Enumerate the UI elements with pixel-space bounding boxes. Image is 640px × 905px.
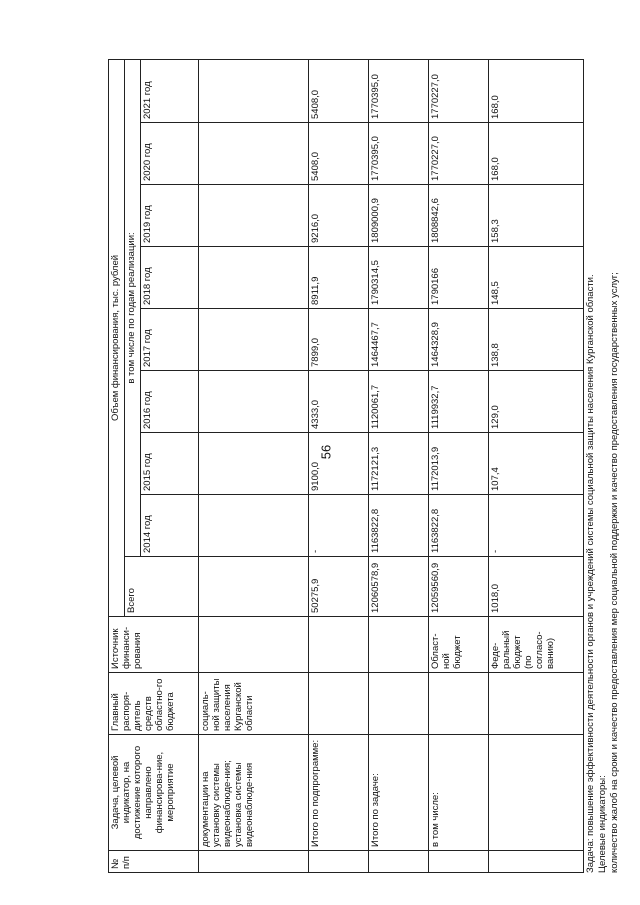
table-row [199,59,309,872]
cell-value [199,433,309,495]
cell-manager [309,673,369,735]
cell-value [199,371,309,433]
cell-value: 148,5 [489,247,584,309]
cell-num [429,851,489,873]
cell-manager [489,673,584,735]
header-year: 2021 год [141,59,199,122]
cell-value: 1172013,9 [429,433,489,495]
cell-num [309,851,369,873]
cell-value [199,309,309,371]
cell-value: 1770227,0 [429,59,489,122]
cell-value: 1770395,0 [369,123,429,185]
budget-table [108,59,584,873]
cell-value [199,495,309,557]
header-manager: Главный распоря-дитель средств областно-го бюджета [109,673,199,735]
cell-value [199,59,309,122]
cell-value [199,185,309,247]
header-year: 2015 год [141,433,199,495]
header-year: 2014 год [141,495,199,557]
cell-manager [429,673,489,735]
cell-value: 1120061,7 [369,371,429,433]
cell-value [199,123,309,185]
cell-value: 138,8 [489,309,584,371]
cell-value: 1163822,8 [369,495,429,557]
cell-value: 1770227,0 [429,123,489,185]
cell-value: 168,0 [489,59,584,122]
header-num: № п/п [109,851,199,873]
rotated-sheet [108,53,620,873]
cell-source: Област-ной бюджет [429,617,489,673]
cell-value [199,247,309,309]
cell-value: 5408,0 [309,123,369,185]
task-note: Задача: повышение эффективности деятельности органов и учреждений системы социальной защиты населения Курганской области. [585,274,596,873]
table-row [489,59,584,872]
table-row [369,59,429,872]
cell-value: 1790314,5 [369,247,429,309]
cell-source [309,617,369,673]
cell-value: 1809000,9 [369,185,429,247]
indicators-heading: Целевые индикаторы: [596,775,608,873]
cell-task: в том числе: [429,735,489,851]
cell-manager: социаль-ной защиты населения Курганской области [199,673,309,735]
cell-value: 7899,0 [309,309,369,371]
cell-value: 1790166 [429,247,489,309]
cell-value: 9100,0 [309,433,369,495]
cell-value: 107,4 [489,433,584,495]
cell-source: Феде-ральный бюджет (по согласо-ванию) [489,617,584,673]
header-volume: Объем финансирования, тыс. рублей [109,59,125,616]
cell-task [489,735,584,851]
cell-total: 12060578,9 [369,557,429,617]
cell-value: 168,0 [489,123,584,185]
notes [585,60,621,873]
cell-value: 4333,0 [309,371,369,433]
cell-source [369,617,429,673]
header-year: 2020 год [141,123,199,185]
cell-value: 129,0 [489,371,584,433]
header-year: 2018 год [141,247,199,309]
indicator-item: количество жалоб на сроки и качество предоставления мер социальной поддержки и качество предоставления государственных услуг; [608,272,620,873]
cell-value: 1172121,3 [369,433,429,495]
cell-manager [369,673,429,735]
cell-num [489,851,584,873]
cell-num [369,851,429,873]
cell-source [199,617,309,673]
cell-value: 1808842,6 [429,185,489,247]
page-number: 56 [318,444,334,460]
header-source: Источник финанси-рования [109,617,199,673]
cell-value: 1464328,9 [429,309,489,371]
header-by-years: в том числе по годам реализации: [125,59,141,556]
cell-total: 12059560,9 [429,557,489,617]
cell-value: - [489,495,584,557]
header-year: 2019 год [141,185,199,247]
cell-value: 8911,9 [309,247,369,309]
cell-value: 1770395,0 [369,59,429,122]
cell-value: 1119932,7 [429,371,489,433]
table-row [429,59,489,872]
cell-total: 50275,9 [309,557,369,617]
header-year: 2016 год [141,371,199,433]
cell-task: Итого по задаче: [369,735,429,851]
table-row [309,59,369,872]
header-total: Всего [125,557,199,617]
cell-num [199,851,309,873]
cell-task: Итого по подпрограмме: [309,735,369,851]
cell-value: 1163822,8 [429,495,489,557]
cell-value: 158,3 [489,185,584,247]
cell-value: - [309,495,369,557]
cell-total: 1018,0 [489,557,584,617]
cell-value: 5408,0 [309,59,369,122]
header-year: 2017 год [141,309,199,371]
cell-task: документации на установку системы видеонаблюде-ния; установка системы видеонаблюде-ния [199,735,309,851]
cell-value: 9216,0 [309,185,369,247]
header-task: Задача, целевой индикатор, на достижение которого направлено финансирова-ние, мероприятие [109,735,199,851]
cell-value: 1464467,7 [369,309,429,371]
cell-total [199,557,309,617]
